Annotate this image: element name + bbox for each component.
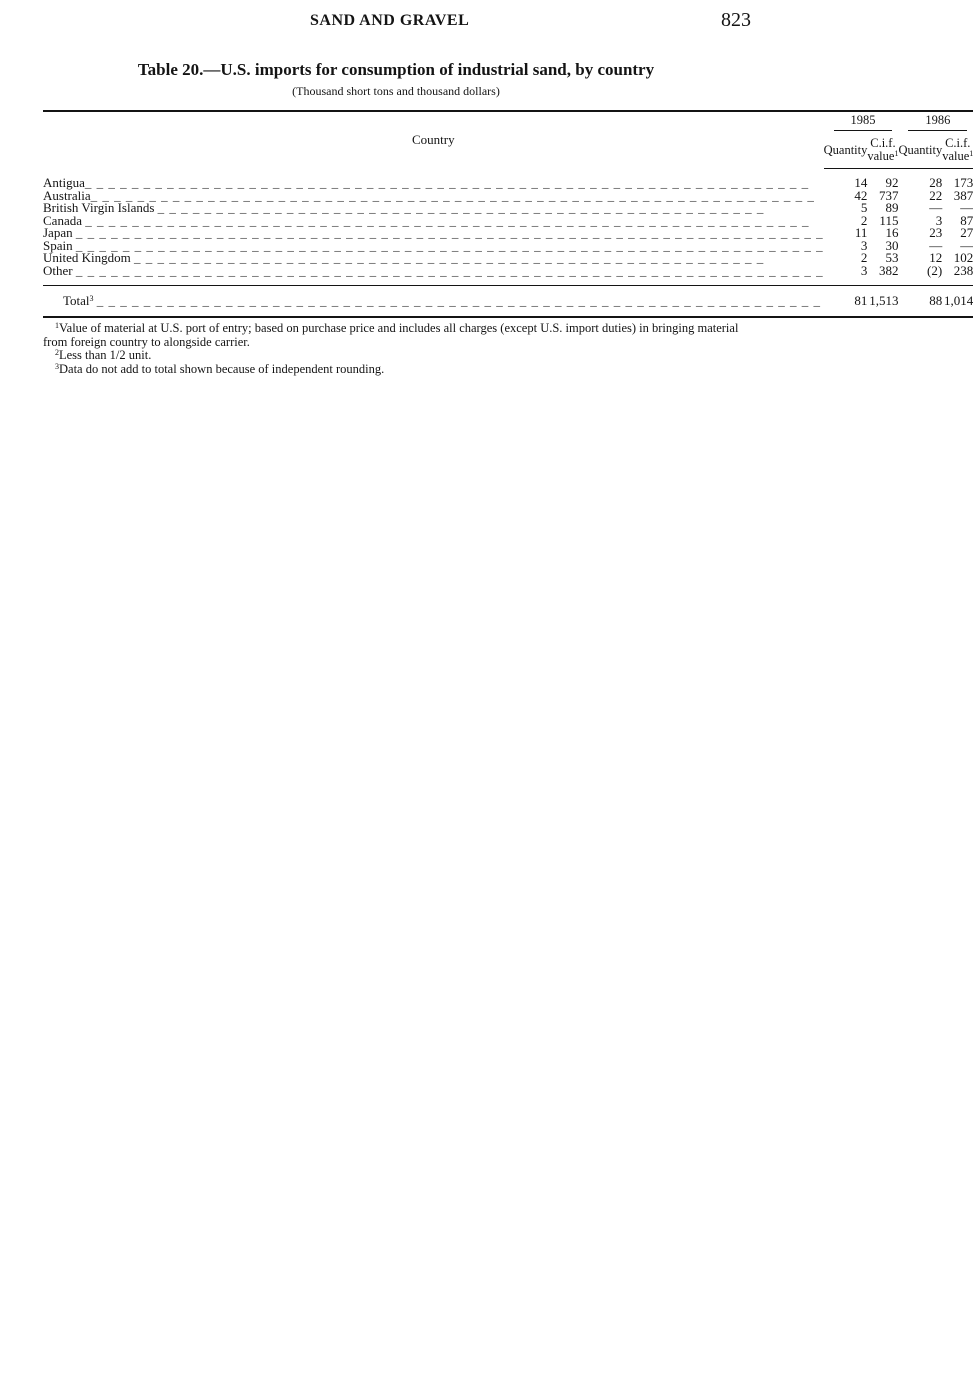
country-name: British Virgin Islands [43, 200, 155, 215]
value-label-line1: C.i.f. [945, 136, 971, 150]
column-header-year-1986 [898, 111, 973, 132]
value-label-line2: value [942, 149, 970, 163]
page-number: 823 [721, 9, 751, 31]
value-1985-cell: 382 [878, 262, 899, 278]
footnote-3 [43, 363, 753, 377]
imports-table [43, 110, 973, 318]
country-name: Other [43, 262, 73, 278]
value-1985-cell: 30 [885, 237, 899, 253]
quantity-1986-cell: — [929, 200, 943, 215]
quantity-1986-cell: 22 [929, 187, 943, 203]
country-name: Japan [43, 225, 73, 240]
table-title: Table 20.—U.S. imports for consumption of industrial sand, by country [137, 60, 655, 79]
quantity-1985-cell: 5 [860, 200, 868, 215]
country-name: United Kingdom [43, 250, 131, 265]
footnotes [43, 322, 753, 376]
total-label-cell [43, 286, 824, 318]
country-name: Canada [43, 212, 82, 228]
footnote-text: Data do not add to total shown because of independent rounding. [59, 361, 385, 376]
footnote-mark: 2 [55, 348, 59, 357]
quantity-1986-cell: (2) [927, 262, 943, 278]
year-label: 1986 [908, 113, 967, 131]
dot-leader: _ _ _ _ _ _ _ _ _ _ _ _ _ _ _ _ _ _ _ _ _ _ _ _ _ _ _ _ _ _ _ _ _ _ _ _ _ _ _ _ _ _ _ _ _ _ _ _ _ _ _ _ _ _ _ _ _ _ _ _ _ _ _ _ [75, 262, 824, 278]
footnote-ref: 1 [894, 149, 899, 158]
value-1985-cell: 737 [878, 187, 899, 203]
quantity-1986-cell: 23 [929, 225, 943, 240]
footnote-text: Value of material at U.S. port of entry; based on purchase price and includes all charges (except U.S. import duties) in bringing material from foreign country to alongside carrier. [43, 321, 739, 349]
country-name: Australia [43, 187, 91, 203]
value-1985-cell: 89 [885, 200, 899, 215]
footnote-1 [43, 322, 753, 349]
value-1986-cell: 87 [960, 212, 973, 228]
footnote-ref: 1 [969, 149, 973, 158]
footnote-mark: 3 [55, 361, 59, 371]
quantity-1985-cell: 2 [860, 212, 868, 228]
total-label: Total [63, 293, 90, 308]
dot-leader: _ _ _ _ _ _ _ _ _ _ _ _ _ _ _ _ _ _ _ _ _ _ _ _ _ _ _ _ _ _ _ _ _ _ _ _ _ _ _ _ _ _ _ _ _ _ _ _ _ _ _ _ _ _ _ _ _ _ _ _ _ _ [96, 293, 822, 308]
value-1986-cell: 387 [953, 187, 973, 203]
dot-leader: _ _ _ _ _ _ _ _ _ _ _ _ _ _ _ _ _ _ _ _ _ _ _ _ _ _ _ _ _ _ _ _ _ _ _ _ _ _ _ _ _ _ _ _ _ _ _ _ _ _ _ _ _ _ _ _ _ _ _ _ _ _ _ _ [75, 225, 824, 240]
table-row [43, 265, 973, 278]
quantity-1986-cell: 3 [935, 212, 943, 228]
value-1986-cell: 238 [953, 262, 973, 278]
quantity-1985-cell: 3 [860, 262, 868, 278]
year-label: 1985 [834, 113, 893, 131]
country-name: Antigua [43, 175, 85, 190]
quantity-1985-cell: 14 [854, 175, 868, 190]
total-quantity-1985: 81 [824, 286, 868, 318]
column-header-value-1986 [942, 132, 973, 169]
dot-leader: _ _ _ _ _ _ _ _ _ _ _ _ _ _ _ _ _ _ _ _ _ _ _ _ _ _ _ _ _ _ _ _ _ _ _ _ _ _ _ _ _ _ _ _ _ _ _ _ _ _ _ _ _ _ _ _ _ _ _ _ _ _ _ _ [75, 237, 824, 253]
quantity-1986-cell: — [929, 237, 943, 253]
footnote-ref: 3 [89, 294, 94, 303]
value-1986-cell: 173 [953, 175, 973, 190]
footnote-text: Less than 1/2 unit. [59, 348, 152, 362]
quantity-1985-cell: 3 [860, 237, 868, 253]
quantity-1986-cell: 28 [929, 175, 943, 190]
value-1985-cell: 92 [885, 175, 899, 190]
total-quantity-1986: 88 [898, 286, 942, 318]
table-subtitle: (Thousand short tons and thousand dollars) [292, 84, 500, 98]
dot-leader: _ _ _ _ _ _ _ _ _ _ _ _ _ _ _ _ _ _ _ _ _ _ _ _ _ _ _ _ _ _ _ _ _ _ _ _ _ _ _ _ _ _ _ _ _ _ _ _ _ _ _ _ _ _ _ _ _ _ _ _ _ _ [85, 212, 810, 228]
total-row [43, 286, 973, 318]
value-1985-cell: 53 [885, 250, 899, 265]
column-header-value-1985 [867, 132, 898, 169]
value-1986-cell: — [960, 200, 973, 215]
dot-leader: _ _ _ _ _ _ _ _ _ _ _ _ _ _ _ _ _ _ _ _ _ _ _ _ _ _ _ _ _ _ _ _ _ _ _ _ _ _ _ _ _ _ _ _ _ _ _ _ _ _ _ _ _ _ _ _ _ _ _ _ _ _ [90, 187, 815, 203]
country-cell [43, 262, 824, 278]
country-name: Spain [43, 237, 73, 253]
quantity-1985-cell: 11 [854, 225, 868, 240]
quantity-1985-cell: 2 [860, 250, 868, 265]
quantity-1985-cell: 42 [854, 187, 868, 203]
running-head [0, 9, 851, 34]
value-1986-cell: 102 [953, 250, 973, 265]
footnote-mark: 1 [55, 321, 59, 330]
column-header-country: Country [412, 132, 455, 148]
value-1986-cell: — [960, 237, 973, 253]
column-header-year-1985 [824, 111, 899, 132]
value-1985-cell: 16 [885, 225, 899, 240]
total-value-1986: 1,014 [942, 286, 973, 318]
dot-leader: _ _ _ _ _ _ _ _ _ _ _ _ _ _ _ _ _ _ _ _ _ _ _ _ _ _ _ _ _ _ _ _ _ _ _ _ _ _ _ _ _ _ _ _ _ _ _ _ _ _ _ _ [157, 200, 765, 215]
total-value-1985: 1,513 [867, 286, 898, 318]
dot-leader: _ _ _ _ _ _ _ _ _ _ _ _ _ _ _ _ _ _ _ _ _ _ _ _ _ _ _ _ _ _ _ _ _ _ _ _ _ _ _ _ _ _ _ _ _ _ _ _ _ _ _ _ _ _ [134, 250, 765, 265]
column-header-quantity-1986: Quantity [898, 132, 942, 169]
column-header-quantity-1985: Quantity [824, 132, 868, 169]
value-label-line1: C.i.f. [870, 136, 896, 150]
dot-leader: _ _ _ _ _ _ _ _ _ _ _ _ _ _ _ _ _ _ _ _ _ _ _ _ _ _ _ _ _ _ _ _ _ _ _ _ _ _ _ _ _ _ _ _ _ _ _ _ _ _ _ _ _ _ _ _ _ _ _ _ _ _ [84, 175, 810, 190]
value-1986-cell: 27 [960, 225, 973, 240]
value-1985-cell: 115 [879, 212, 899, 228]
value-label-line2: value [867, 149, 895, 163]
running-title: SAND AND GRAVEL [310, 12, 470, 29]
quantity-1986-cell: 12 [929, 250, 943, 265]
footnote-2 [43, 349, 753, 363]
